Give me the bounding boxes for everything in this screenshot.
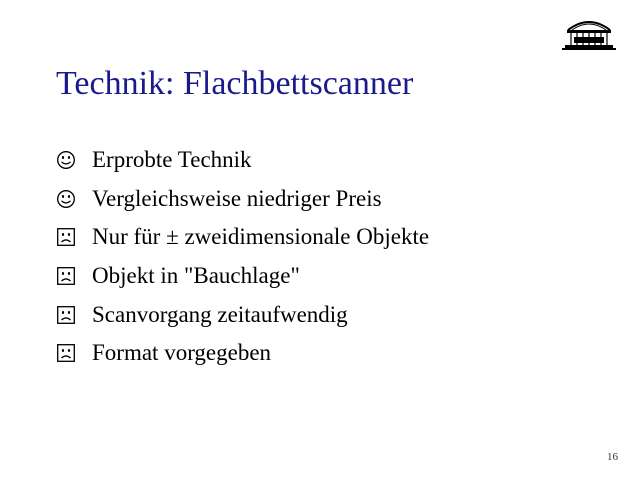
smiley-sad-icon bbox=[56, 343, 76, 363]
bullet-text: Vergleichsweise niedriger Preis bbox=[92, 185, 382, 211]
bullet-list bbox=[56, 141, 429, 373]
bullet-text: Scanvorgang zeitaufwendig bbox=[92, 301, 348, 327]
smiley-sad-icon bbox=[56, 305, 76, 325]
list-item bbox=[56, 180, 429, 219]
bullet-text: Format vorgegeben bbox=[92, 340, 272, 366]
slide-title: Technik: Flachbettscanner bbox=[56, 65, 414, 102]
smiley-happy-icon bbox=[56, 189, 76, 209]
building-logo-icon bbox=[562, 14, 616, 54]
list-item bbox=[56, 257, 429, 296]
bullet-text: Nur für ± zweidimensionale Objekte bbox=[92, 224, 430, 250]
bullet-text: Erprobte Technik bbox=[92, 147, 252, 173]
list-item bbox=[56, 295, 429, 334]
list-item bbox=[56, 334, 429, 373]
smiley-sad-icon bbox=[56, 266, 76, 286]
list-item bbox=[56, 141, 429, 180]
smiley-sad-icon bbox=[56, 227, 76, 247]
smiley-happy-icon bbox=[56, 150, 76, 170]
list-item bbox=[56, 218, 429, 257]
page-number: 16 bbox=[607, 451, 618, 463]
bullet-text: Objekt in "Bauchlage" bbox=[92, 263, 300, 289]
